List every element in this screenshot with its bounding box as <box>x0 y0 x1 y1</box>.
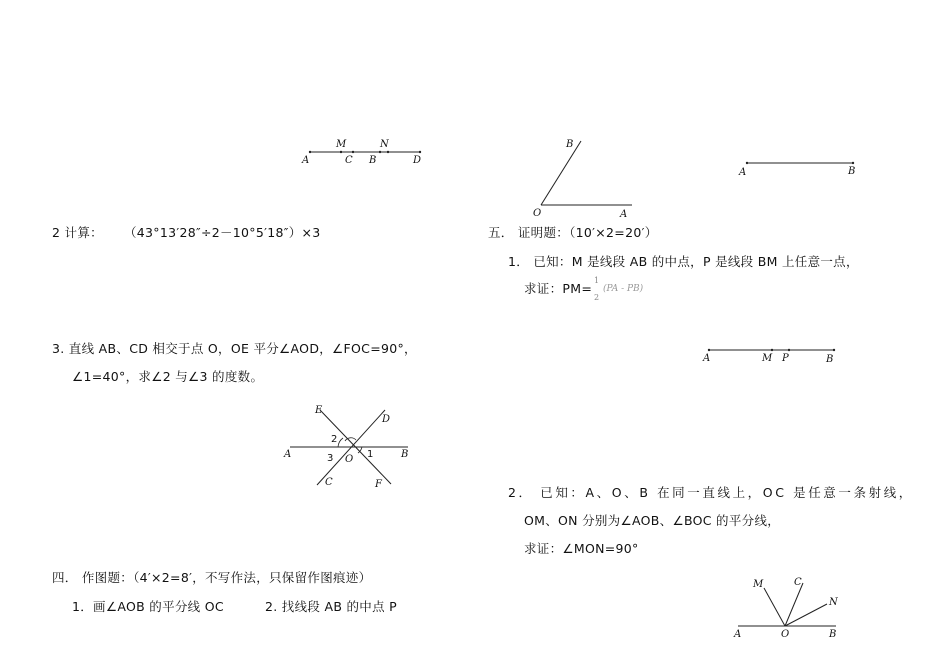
section4-item2: 2. 找线段 AB 的中点 P <box>265 599 397 614</box>
label-m: M <box>753 579 764 590</box>
label-f: F <box>375 479 382 490</box>
label-d: D <box>413 155 422 166</box>
label-b: B <box>848 166 856 177</box>
label-b: B <box>829 629 837 640</box>
label-c: C <box>325 477 333 488</box>
label-a: A <box>302 155 310 166</box>
label-a: A <box>620 209 628 220</box>
angle-label-3: 3 <box>327 453 334 464</box>
label-b: B <box>566 139 574 150</box>
label-o: O <box>345 454 354 465</box>
proof1-given: 1． 已知：M 是线段 AB 的中点，P 是线段 BM 上任意一点， <box>508 254 859 269</box>
q3-line1: 3. 直线 AB、CD 相交于点 O，OE 平分∠AOD，∠FOC=90°， <box>52 341 417 356</box>
q2-label: 2 计算： <box>52 225 103 240</box>
proof1-fraction-numerator: 1 <box>594 276 600 285</box>
proof2-given-line1: 2． 已知：A、O、B 在同一直线上，OC 是任意一条射线， <box>508 485 914 500</box>
section4-item1: 1．画∠AOB 的平分线 OC <box>72 599 224 614</box>
label-a: A <box>284 449 292 460</box>
angle-label-1: 1 <box>367 449 374 460</box>
label-a: A <box>739 167 747 178</box>
label-n: N <box>380 139 389 150</box>
proof1-fraction-denominator: 2 <box>594 293 600 302</box>
label-c: C <box>345 155 353 166</box>
label-p: P <box>782 353 789 364</box>
label-m: M <box>336 139 347 150</box>
proof2-given-line2: OM、ON 分别为∠AOB、∠BOC 的平分线， <box>524 513 781 528</box>
label-c: C <box>794 577 802 588</box>
proof1-prove-prefix: 求证：PM= <box>524 281 593 296</box>
label-o: O <box>533 208 542 219</box>
label-n: N <box>829 597 838 608</box>
proof1-expression: (PA - PB) <box>603 284 644 294</box>
q2-expression: （43°13′28″÷2－10°5′18″）×3 <box>124 225 321 240</box>
section4-title: 四． 作图题：（4′×2=8′，不写作法，只保留作图痕迹） <box>52 570 372 585</box>
label-a: A <box>703 353 711 364</box>
label-m: M <box>762 353 773 364</box>
section5-title: 五． 证明题：（10′×2=20′） <box>488 225 658 240</box>
label-o: O <box>781 629 790 640</box>
label-b: B <box>826 354 834 365</box>
q3-line2: ∠1=40°，求∠2 与∠3 的度数。 <box>72 369 264 384</box>
label-b: B <box>369 155 377 166</box>
angle-label-2: 2 <box>331 434 338 445</box>
label-b: B <box>401 449 409 460</box>
label-d: D <box>382 414 391 425</box>
label-a: A <box>734 629 742 640</box>
label-e: E <box>315 405 323 416</box>
proof2-prove: 求证：∠MON=90° <box>524 541 639 556</box>
